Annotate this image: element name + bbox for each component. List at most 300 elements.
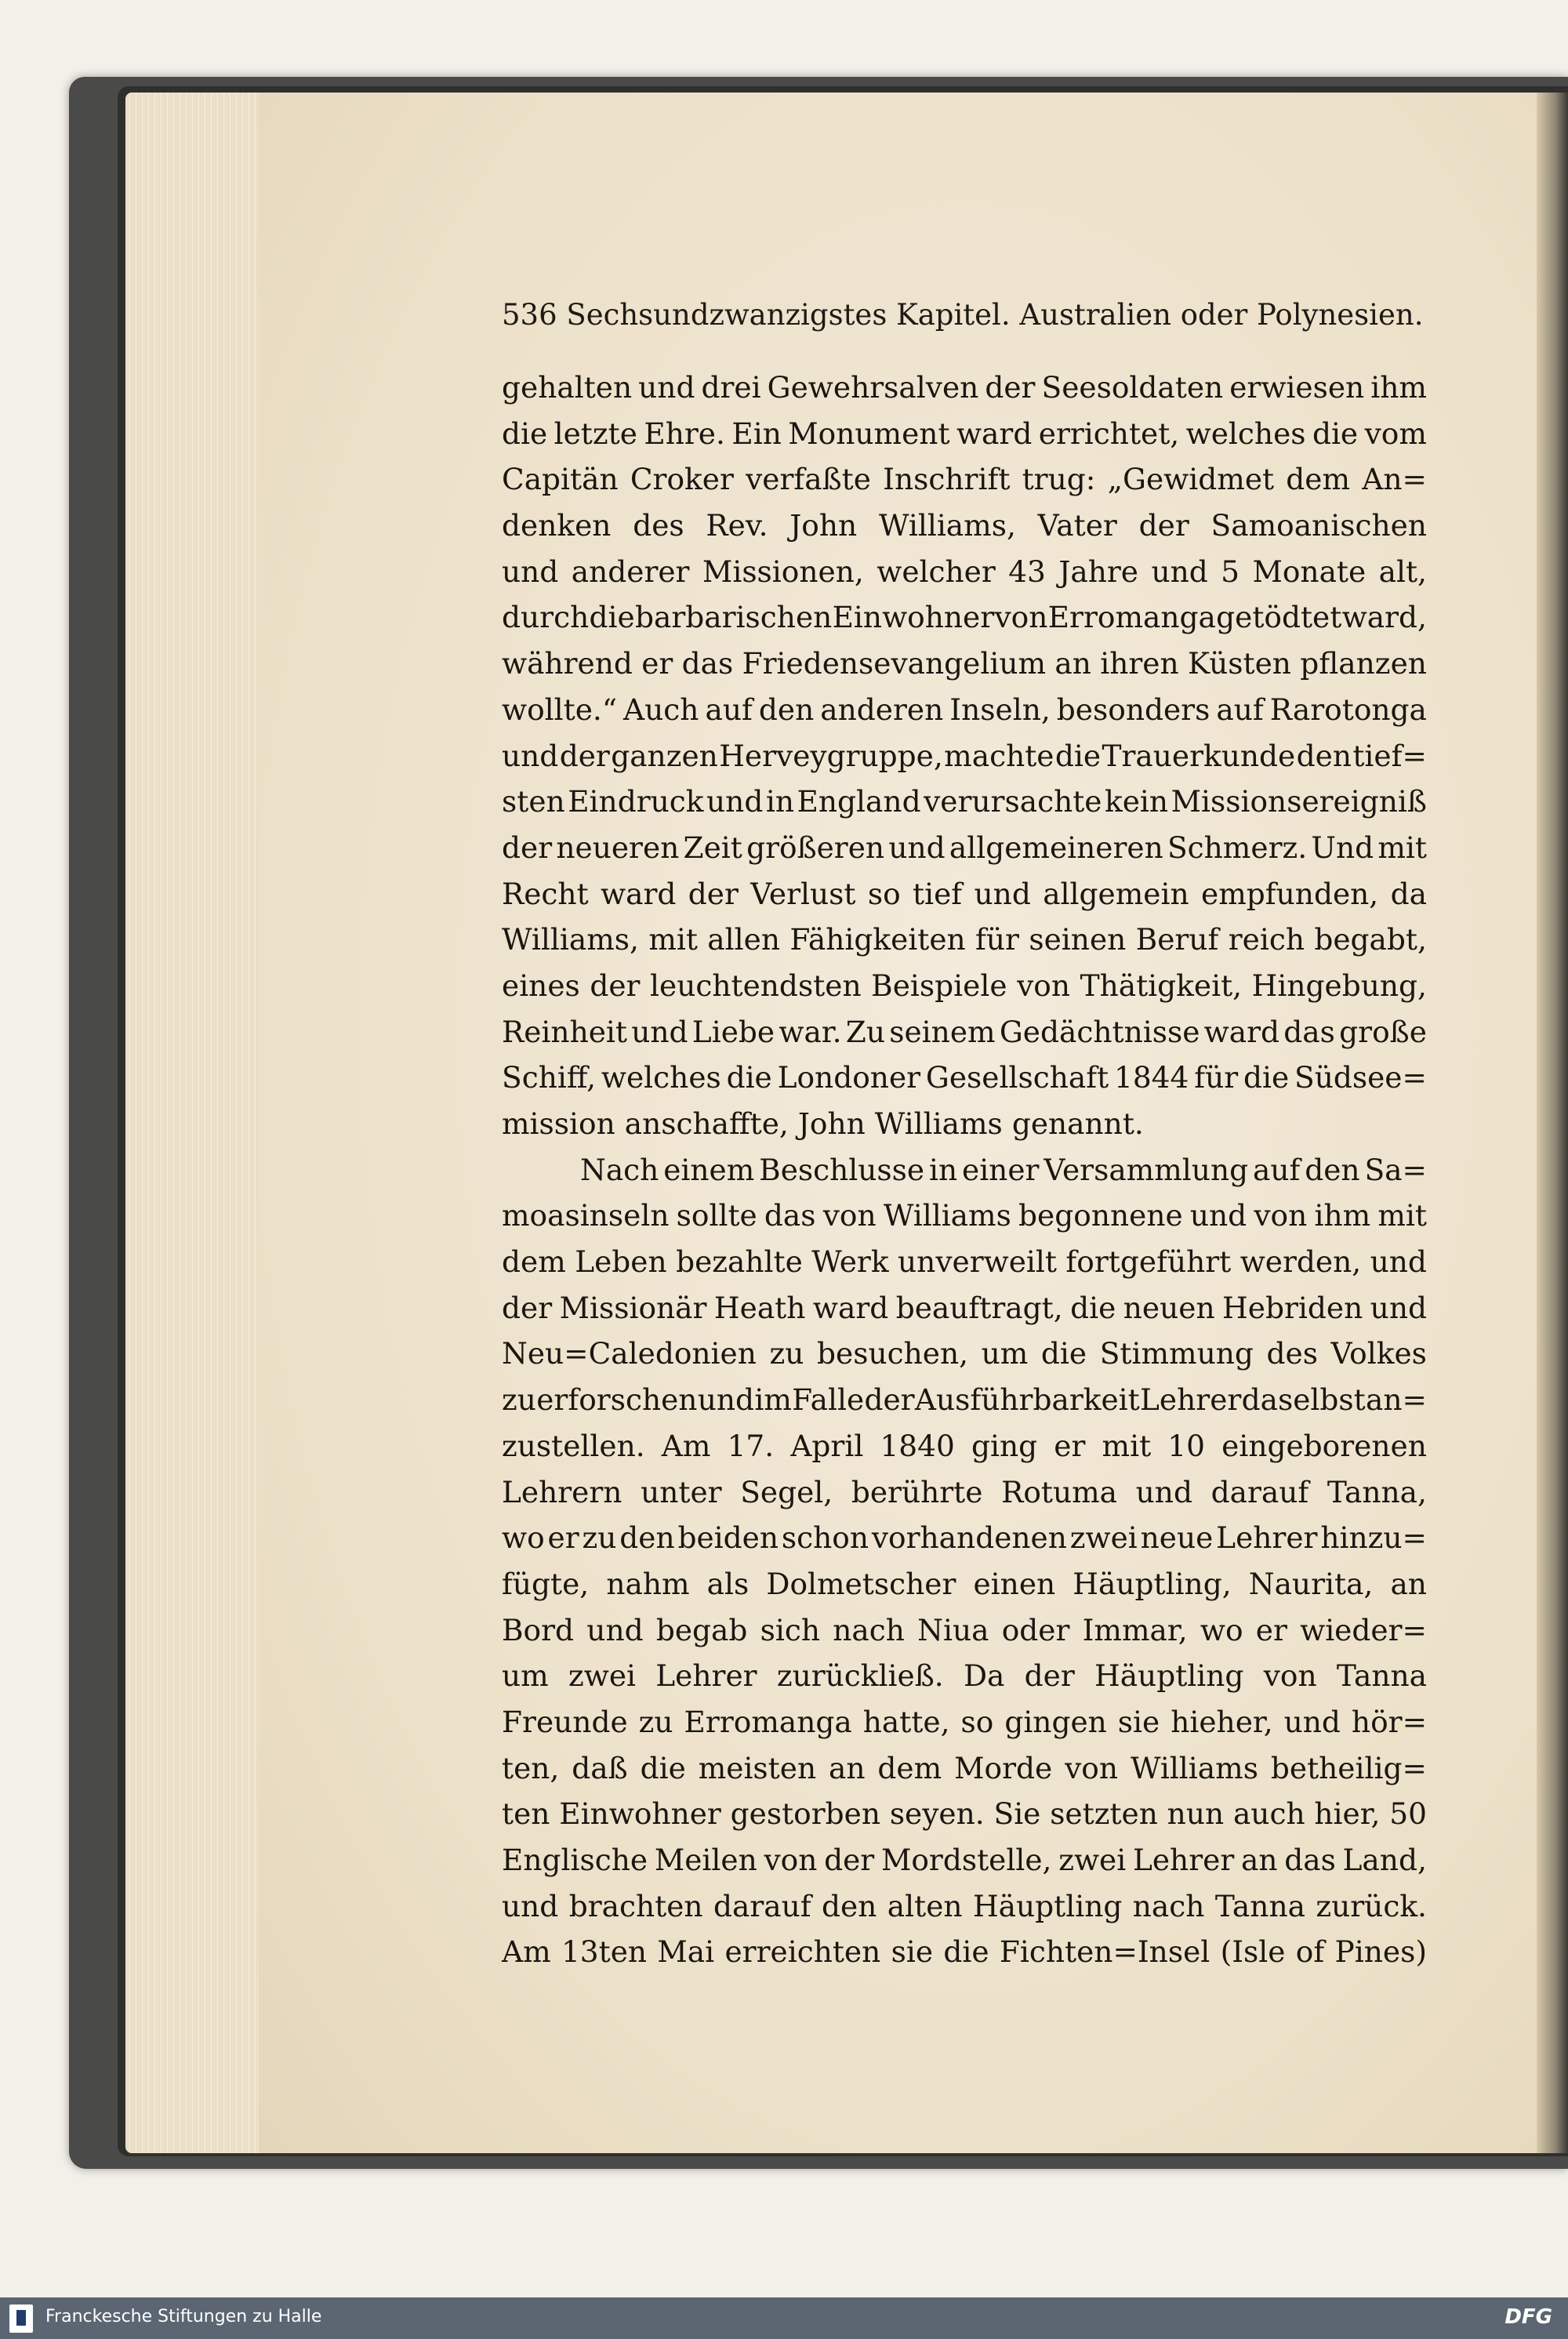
word: mit xyxy=(1377,830,1427,865)
word: eines xyxy=(502,968,580,1003)
word: Beschlusse xyxy=(759,1152,925,1187)
word: Herveygruppe, xyxy=(719,738,943,773)
word: Häuptling xyxy=(1094,1658,1244,1694)
word: welcher xyxy=(877,554,996,589)
word: Gewehrsalven xyxy=(767,370,979,405)
word: und xyxy=(974,876,1031,911)
word: Lehrer xyxy=(1216,1520,1318,1556)
word: sie xyxy=(891,1934,934,1970)
word: Tanna xyxy=(1336,1658,1427,1694)
word: zu xyxy=(769,1336,804,1371)
word: hatte, xyxy=(862,1704,950,1739)
word: Lehrern xyxy=(502,1474,622,1509)
word: Sa= xyxy=(1364,1152,1427,1187)
word: an xyxy=(1054,646,1091,681)
word: Meilen xyxy=(654,1843,757,1877)
word: im xyxy=(754,1382,792,1418)
word: nahm xyxy=(606,1566,690,1601)
word: hieher, xyxy=(1171,1704,1273,1739)
word: Mordstelle, xyxy=(880,1843,1052,1877)
word: allen xyxy=(707,922,780,957)
text-line xyxy=(502,1929,1427,1975)
word: moasinseln xyxy=(502,1198,670,1233)
word: Eindruck xyxy=(568,784,704,819)
text-line xyxy=(502,687,1427,733)
text-line xyxy=(502,1193,1427,1239)
word: Und xyxy=(1311,830,1374,865)
word: reich xyxy=(1228,922,1305,957)
word: das xyxy=(681,646,734,681)
word: der xyxy=(590,968,641,1003)
word: ihm xyxy=(1370,370,1427,405)
word: denken xyxy=(502,508,612,543)
word: Monate xyxy=(1252,554,1367,589)
word: pflanzen xyxy=(1300,646,1427,681)
word: wo xyxy=(502,1520,545,1556)
text-line xyxy=(502,365,1427,411)
word: Englische xyxy=(502,1843,648,1877)
word: dem xyxy=(1286,462,1351,497)
word: wieder= xyxy=(1300,1612,1427,1647)
word: die xyxy=(1070,1290,1116,1325)
word: verursachte xyxy=(924,784,1102,819)
word: er xyxy=(1255,1612,1287,1647)
text-line xyxy=(502,1009,1427,1055)
word: erforschen xyxy=(536,1382,698,1418)
word: of xyxy=(1295,1934,1325,1970)
word: berührte xyxy=(851,1474,983,1509)
word: und xyxy=(502,738,559,773)
word: 17. xyxy=(727,1428,775,1463)
word: leuchtendsten xyxy=(650,968,862,1003)
word: fortgeführt xyxy=(1065,1244,1232,1280)
running-head: 536 Sechsundzwanzigstes Kapitel. Australien oder Polynesien. xyxy=(502,298,1424,332)
word: brachten xyxy=(568,1888,703,1923)
word: das xyxy=(764,1198,816,1233)
word: der xyxy=(688,876,739,911)
word: in xyxy=(928,1152,958,1187)
word: von xyxy=(1263,1658,1317,1694)
word: hör= xyxy=(1351,1704,1427,1739)
word: anschaffte, xyxy=(624,1106,789,1141)
word: die xyxy=(1054,738,1102,773)
word: von xyxy=(1065,1750,1119,1785)
word: Williams, xyxy=(878,508,1016,543)
word: unverweilt xyxy=(898,1244,1057,1280)
word: seyen. xyxy=(889,1796,985,1832)
word: für xyxy=(975,922,1019,957)
word: der xyxy=(502,830,553,865)
word: Williams, xyxy=(502,922,639,957)
word: errichtet, xyxy=(1038,416,1180,451)
word: von xyxy=(822,1198,877,1233)
word: ward xyxy=(812,1290,889,1325)
word: einen xyxy=(973,1566,1056,1601)
word: ward xyxy=(601,876,677,911)
word: gingen xyxy=(1004,1704,1107,1739)
word: schon xyxy=(781,1520,869,1556)
text-line xyxy=(502,411,1427,457)
word: Ausführbarkeit xyxy=(914,1382,1140,1418)
word: (Isle xyxy=(1220,1934,1286,1970)
word: daselbst xyxy=(1241,1382,1366,1418)
word: das xyxy=(1283,1014,1335,1049)
word: auch xyxy=(1232,1796,1305,1832)
word: an xyxy=(1390,1566,1427,1601)
word: Fichten=Insel xyxy=(999,1934,1210,1970)
word: um xyxy=(502,1658,549,1694)
word: begab xyxy=(655,1612,748,1647)
word: zwei xyxy=(1069,1520,1138,1556)
word: erreichten xyxy=(724,1934,881,1970)
text-line xyxy=(502,1147,1427,1193)
word: Südsee= xyxy=(1294,1060,1427,1095)
word: beiden xyxy=(677,1520,779,1556)
word: machte xyxy=(944,738,1054,773)
word: Williams xyxy=(874,1106,1003,1141)
word: setzten xyxy=(1050,1796,1158,1832)
word: Erromanga xyxy=(684,1704,852,1739)
word: mit xyxy=(1377,1198,1427,1233)
word: Tanna, xyxy=(1327,1474,1427,1509)
word: den xyxy=(1305,1152,1360,1187)
word: an xyxy=(829,1750,866,1785)
word: und xyxy=(706,784,764,819)
word: Londoner xyxy=(777,1060,921,1095)
word: empfunden, xyxy=(1201,876,1379,911)
word: Häuptling xyxy=(972,1888,1123,1923)
word: das xyxy=(1284,1843,1336,1877)
word: 1840 xyxy=(880,1428,955,1463)
word: mit xyxy=(648,922,698,957)
word: Reinheit xyxy=(502,1014,627,1049)
word: John xyxy=(797,1106,866,1141)
word: ward, xyxy=(1341,600,1427,635)
word: Erromanga xyxy=(1047,600,1216,635)
word: allgemeineren xyxy=(949,830,1163,865)
word: seinen xyxy=(1029,922,1127,957)
word: besonders xyxy=(1056,692,1210,727)
word: und xyxy=(586,1612,644,1647)
word: Williams xyxy=(883,1198,1011,1233)
word: vom xyxy=(1364,416,1427,451)
word: Häuptling, xyxy=(1073,1566,1232,1601)
word: Pines) xyxy=(1334,1934,1427,1970)
word: sollte xyxy=(676,1198,757,1233)
word: „Gewidmet xyxy=(1107,462,1275,497)
word: und xyxy=(638,370,695,405)
word: die xyxy=(589,600,635,635)
text-line xyxy=(502,549,1427,595)
word: 1844 xyxy=(1113,1060,1189,1095)
word: kein xyxy=(1105,784,1169,819)
word: neue xyxy=(1140,1520,1214,1556)
word: und xyxy=(631,1014,688,1049)
word: sich xyxy=(760,1612,821,1647)
word: Am xyxy=(502,1934,551,1970)
word: an xyxy=(1240,1843,1278,1877)
word: und xyxy=(1135,1474,1192,1509)
word: während xyxy=(502,646,633,681)
word: zu xyxy=(638,1704,673,1739)
word: Segel, xyxy=(740,1474,833,1509)
word: Neu=Caledonien xyxy=(502,1336,757,1371)
word: England xyxy=(797,784,921,819)
word: den xyxy=(1296,738,1352,773)
text-line xyxy=(502,1239,1427,1285)
word: Lehrer xyxy=(655,1658,757,1694)
word: meisten xyxy=(698,1750,817,1785)
text-line xyxy=(502,1055,1427,1101)
word: 5 xyxy=(1221,554,1240,589)
word: Recht xyxy=(502,876,589,911)
word: Missionär xyxy=(559,1290,707,1325)
word: Friedensevangelium xyxy=(742,646,1047,681)
word: alten xyxy=(887,1888,963,1923)
word: da xyxy=(1390,876,1427,911)
word: die xyxy=(726,1060,772,1095)
word: mission xyxy=(502,1106,615,1141)
word: erwiesen xyxy=(1229,370,1365,405)
word: begonnene xyxy=(1018,1198,1183,1233)
word: Gedächtnisse xyxy=(999,1014,1200,1049)
word: auf xyxy=(1216,692,1264,727)
word: Niua xyxy=(917,1612,989,1647)
word: zu xyxy=(502,1382,536,1418)
word: Missionen, xyxy=(702,554,864,589)
word: Auch xyxy=(623,692,699,727)
word: Werk xyxy=(811,1244,889,1280)
word: 43 xyxy=(1008,554,1046,589)
word: neueren xyxy=(556,830,680,865)
institution-logo-icon xyxy=(9,2304,33,2333)
word: gehalten xyxy=(502,370,633,405)
word: Gesellschaft xyxy=(925,1060,1109,1095)
word: zurückließ. xyxy=(776,1658,944,1694)
word: Rarotonga xyxy=(1269,692,1427,727)
institution-name: Franckesche Stiftungen zu Halle xyxy=(45,2307,322,2326)
word: nach xyxy=(1132,1888,1205,1923)
word: beauftragt, xyxy=(895,1290,1063,1325)
word: ihren xyxy=(1100,646,1179,681)
word: darauf xyxy=(713,1888,811,1923)
text-line xyxy=(502,1515,1427,1561)
word: Mai xyxy=(657,1934,715,1970)
word: tief= xyxy=(1352,738,1427,773)
text-line xyxy=(502,1285,1427,1331)
text-line xyxy=(502,871,1427,917)
text-line xyxy=(502,1101,1427,1147)
word: barbarischen xyxy=(634,600,833,635)
word: Dolmetscher xyxy=(766,1566,956,1601)
word: zustellen. xyxy=(502,1428,645,1463)
word: drei xyxy=(701,370,761,405)
word: den xyxy=(822,1888,877,1923)
word: Trauerkunde xyxy=(1102,738,1296,773)
text-line xyxy=(502,1377,1427,1423)
word: größeren xyxy=(746,830,885,865)
word: der xyxy=(864,1382,915,1418)
word: John xyxy=(789,508,858,543)
word: und xyxy=(502,1888,559,1923)
word: große xyxy=(1339,1014,1427,1049)
word: Seesoldaten xyxy=(1041,370,1224,405)
word: und xyxy=(1283,1704,1341,1739)
word: Zu xyxy=(845,1014,885,1049)
word: einem xyxy=(663,1152,755,1187)
word: wo xyxy=(1200,1612,1243,1647)
word: die xyxy=(1312,416,1359,451)
text-line xyxy=(502,779,1427,825)
word: Hingebung, xyxy=(1251,968,1427,1003)
word: wollte.“ xyxy=(502,692,618,727)
word: von xyxy=(994,600,1048,635)
word: von xyxy=(764,1843,818,1877)
word: auf xyxy=(705,692,753,727)
word: Heath xyxy=(713,1290,806,1325)
word: ward xyxy=(1203,1014,1280,1049)
word: die xyxy=(502,416,548,451)
word: Volkes xyxy=(1330,1336,1427,1371)
word: dem xyxy=(502,1244,566,1280)
word: Jahre xyxy=(1058,554,1139,589)
word: ihm xyxy=(1314,1198,1371,1233)
word: einer xyxy=(962,1152,1040,1187)
word: Stimmung xyxy=(1099,1336,1254,1371)
word: 10 xyxy=(1167,1428,1206,1463)
word: der xyxy=(559,738,610,773)
text-line xyxy=(502,1331,1427,1377)
text-line xyxy=(502,825,1427,871)
word: hier, xyxy=(1314,1796,1381,1832)
word: Rev. xyxy=(706,508,768,543)
word: und xyxy=(1370,1244,1427,1280)
word: der xyxy=(1138,508,1189,543)
word: der xyxy=(502,1290,553,1325)
word: die xyxy=(640,1750,686,1785)
word: als xyxy=(706,1566,750,1601)
word: der xyxy=(1024,1658,1075,1694)
word: Rotuma xyxy=(1001,1474,1118,1509)
word: verfaßte xyxy=(746,462,871,497)
word: 13ten xyxy=(561,1934,648,1970)
word: vorhandenen xyxy=(871,1520,1067,1556)
word: tief xyxy=(913,876,963,911)
word: ward xyxy=(956,416,1033,451)
word: Monument xyxy=(788,416,950,451)
word: Da xyxy=(963,1658,1005,1694)
word: Inseln, xyxy=(949,692,1051,727)
word: Tanna xyxy=(1214,1888,1305,1923)
word: und xyxy=(1370,1290,1427,1325)
word: genannt. xyxy=(1011,1106,1144,1141)
word: 50 xyxy=(1389,1796,1427,1832)
word: Immar, xyxy=(1082,1612,1188,1647)
word: nach xyxy=(833,1612,905,1647)
word: April xyxy=(790,1428,864,1463)
word: des xyxy=(1266,1336,1318,1371)
word: zwei xyxy=(568,1658,637,1694)
text-line xyxy=(502,641,1427,687)
word: Vater xyxy=(1037,508,1117,543)
word: und xyxy=(1151,554,1208,589)
word: Thätigkeit, xyxy=(1080,968,1243,1003)
word: in xyxy=(765,784,795,819)
word: Schmerz. xyxy=(1167,830,1308,865)
word: die xyxy=(943,1934,989,1970)
word: anderen xyxy=(820,692,944,727)
word: von xyxy=(1254,1198,1308,1233)
word: er xyxy=(547,1520,579,1556)
word: fügte, xyxy=(502,1566,590,1601)
word: werden, xyxy=(1240,1244,1362,1280)
word: eingeborenen xyxy=(1221,1428,1427,1463)
word: Verlust xyxy=(750,876,856,911)
word: den xyxy=(619,1520,675,1556)
text-line xyxy=(502,1699,1427,1745)
word: An= xyxy=(1362,462,1427,497)
word: Missionsereigniß xyxy=(1171,784,1427,819)
word: Am xyxy=(661,1428,711,1463)
word: mit xyxy=(1102,1428,1152,1463)
word: um xyxy=(981,1336,1029,1371)
book-gutter xyxy=(1537,93,1568,2153)
word: er xyxy=(641,646,673,681)
word: welches xyxy=(1185,416,1306,451)
word: zwei xyxy=(1058,1843,1127,1877)
word: Capitän xyxy=(502,462,619,497)
word: letzte xyxy=(554,416,637,451)
text-line xyxy=(502,963,1427,1009)
viewer-footer xyxy=(0,2297,1568,2339)
word: und xyxy=(1189,1198,1247,1233)
word: und xyxy=(697,1382,755,1418)
word: auf xyxy=(1252,1152,1301,1187)
word: Zeit xyxy=(683,830,742,865)
text-line xyxy=(502,503,1427,549)
text-line xyxy=(502,733,1427,779)
word: die xyxy=(1243,1060,1290,1095)
word: Lehrer xyxy=(1132,1843,1235,1877)
word: besuchen, xyxy=(817,1336,969,1371)
word: er xyxy=(1054,1428,1086,1463)
word: durch xyxy=(502,600,590,635)
word: Lehrer xyxy=(1140,1382,1242,1418)
word: Nach xyxy=(580,1152,659,1187)
word: Land, xyxy=(1342,1843,1427,1877)
word: begabt, xyxy=(1314,922,1427,957)
text-line xyxy=(502,456,1427,503)
word: unter xyxy=(641,1474,722,1509)
word: Einwohner xyxy=(559,1796,721,1832)
word: so xyxy=(867,876,901,911)
text-line xyxy=(502,1837,1427,1883)
word: sie xyxy=(1117,1704,1160,1739)
word: getödtet xyxy=(1216,600,1342,635)
word: die xyxy=(1040,1336,1087,1371)
word: Samoanischen xyxy=(1210,508,1427,543)
page-edges xyxy=(125,93,263,2153)
word: ganzen xyxy=(611,738,718,773)
word: Versammlung xyxy=(1044,1152,1249,1187)
word: sten xyxy=(502,784,565,819)
text-line xyxy=(502,594,1427,641)
word: der xyxy=(824,1843,875,1877)
word: alt, xyxy=(1378,554,1427,589)
word: Bord xyxy=(502,1612,575,1647)
dfg-logo: DFG xyxy=(1504,2305,1552,2329)
word: den xyxy=(758,692,815,727)
